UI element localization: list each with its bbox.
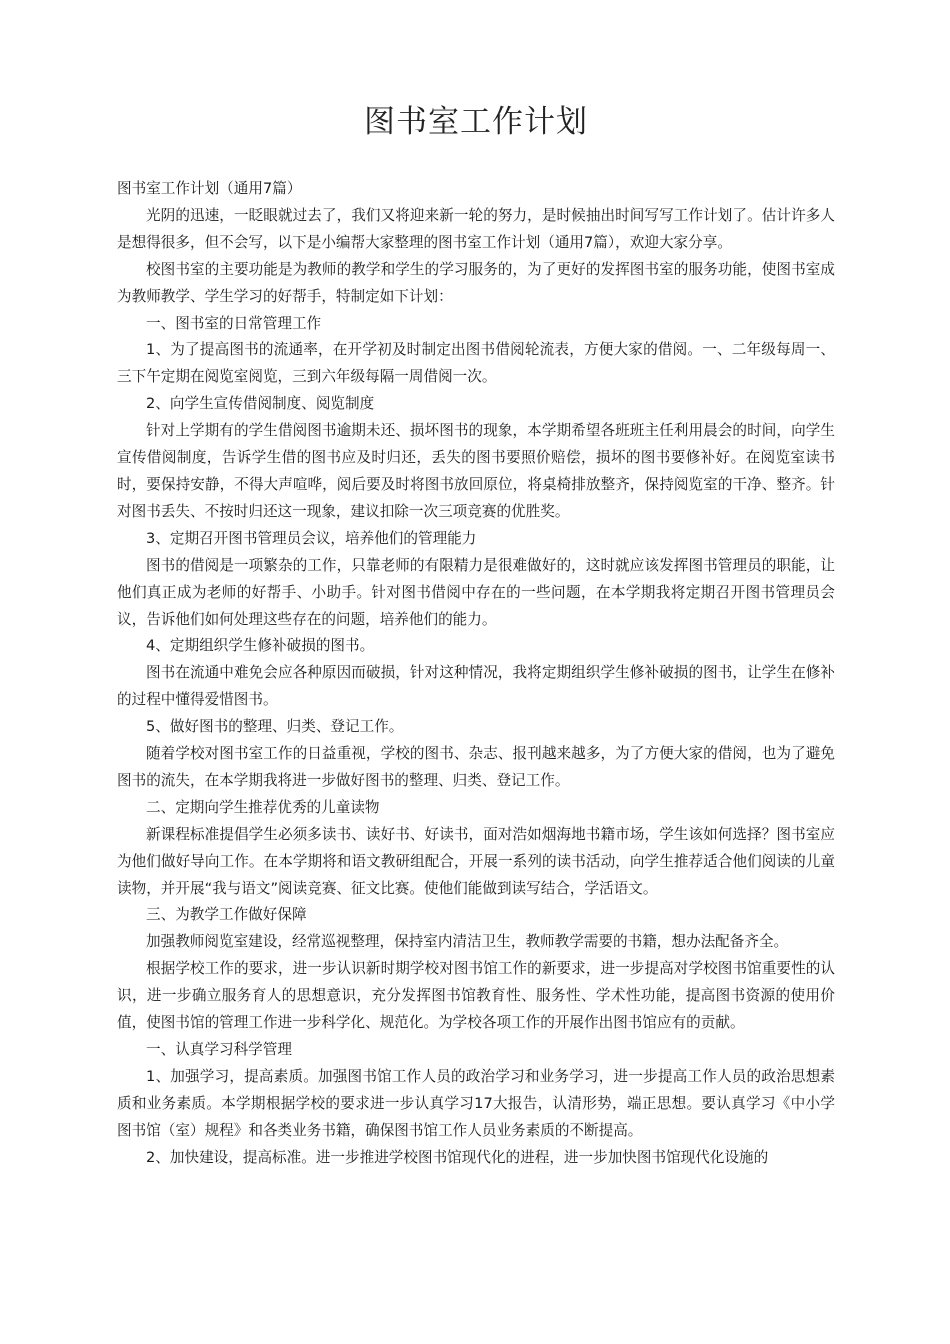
paragraph: 随着学校对图书室工作的日益重视，学校的图书、杂志、报刊越来越多，为了方便大家的借阅，也为了避免图书的流失，在本学期我将进一步做好图书的整理、归类、登记工作。 bbox=[117, 745, 835, 789]
paragraph: 校图书室的主要功能是为教师的教学和学生的学习服务的，为了更好的发挥图书室的服务功能，使图书室成为教师教学、学生学习的好帮手，特制定如下计划： bbox=[117, 260, 835, 305]
paragraph: 二、定期向学生推荐优秀的儿童读物 bbox=[146, 798, 380, 816]
paragraph: 5、做好图书的整理、归类、登记工作。 bbox=[146, 718, 404, 736]
paragraph: 2、向学生宣传借阅制度、阅览制度 bbox=[146, 395, 375, 413]
paragraph: 三、为教学工作做好保障 bbox=[146, 906, 307, 924]
paragraph: 1、为了提高图书的流通率，在开学初及时制定出图书借阅轮流表，方便大家的借阅。一、二年级每周一、三下午定期在阅览室阅览，三到六年级每隔一周借阅一次。 bbox=[117, 341, 835, 386]
paragraph: 1、加强学习，提高素质。加强图书馆工作人员的政治学习和业务学习，进一步提高工作人员的政治思想素质和业务素质。本学期根据学校的要求进一步认真学习17大报告，认清形势，端正思想。要认真学习《中小学图书馆（室）规程》和各类业务书籍，确保图书馆工作人员业务素质的不断提高。 bbox=[117, 1067, 835, 1139]
paragraph: 2、加快建设，提高标准。进一步推进学校图书馆现代化的进程，进一步加快图书馆现代化设施的 bbox=[146, 1148, 769, 1166]
paragraph: 3、定期召开图书管理员会议，培养他们的管理能力 bbox=[146, 529, 477, 547]
paragraph: 针对上学期有的学生借阅图书逾期未还、损坏图书的现象，本学期希望各班班主任利用晨会的时间，向学生宣传借阅制度，告诉学生借的图书应及时归还，丢失的图书要照价赔偿，损坏的图书要修补好。在阅览室读书时，要保持安静，不得大声喧哗，阅后要及时将图书放回原位，将桌椅排放整齐，保持阅览室的干净、整齐。针对图书丢失、不按时归还这一现象，建议扣除一次三项竞赛的优胜奖。 bbox=[117, 422, 835, 520]
paragraph: 4、定期组织学生修补破损的图书。 bbox=[146, 637, 375, 655]
paragraph: 光阴的迅速，一眨眼就过去了，我们又将迎来新一轮的努力，是时候抽出时间写写工作计划了。估计许多人是想得很多，但不会写，以下是小编帮大家整理的图书室工作计划（通用7篇），欢迎大家分享。 bbox=[117, 206, 835, 251]
paragraph: 根据学校工作的要求，进一步认识新时期学校对图书馆工作的新要求，进一步提高对学校图书馆重要性的认识，进一步确立服务育人的思想意识，充分发挥图书馆教育性、服务性、学术性功能，提高图书资源的使用价值，使图书馆的管理工作进一步科学化、规范化。为学校各项工作的开展作出图书馆应有的贡献。 bbox=[117, 960, 835, 1032]
document-body bbox=[117, 176, 835, 1172]
paragraph: 图书的借阅是一项繁杂的工作，只靠老师的有限精力是很难做好的，这时就应该发挥图书管理员的职能，让他们真正成为老师的好帮手、小助手。针对图书借阅中存在的一些问题，在本学期我将定期召开图书管理员会议，告诉他们如何处理这些存在的问题，培养他们的能力。 bbox=[117, 556, 835, 628]
paragraph: 图书在流通中难免会应各种原因而破损，针对这种情况，我将定期组织学生修补破损的图书，让学生在修补的过程中懂得爱惜图书。 bbox=[117, 664, 835, 709]
paragraph: 一、认真学习科学管理 bbox=[146, 1041, 292, 1058]
paragraph: 一、图书室的日常管理工作 bbox=[146, 314, 322, 332]
paragraph: 新课程标准提倡学生必须多读书、读好书、好读书，面对浩如烟海地书籍市场，学生该如何选择？图书室应为他们做好导向工作。在本学期将和语文教研组配合，开展一系列的读书活动，向学生推荐适合他们阅读的儿童读物，并开展“我与语文”阅读竞赛、征文比赛。使他们能做到读写结合，学活语文。 bbox=[117, 825, 835, 897]
document-subtitle: 图书室工作计划（通用7篇） bbox=[117, 180, 302, 197]
paragraph: 加强教师阅览室建设，经常巡视整理，保持室内清洁卫生，教师教学需要的书籍，想办法配备齐全。 bbox=[146, 933, 789, 951]
document-title: 图书室工作计划 bbox=[364, 104, 588, 140]
